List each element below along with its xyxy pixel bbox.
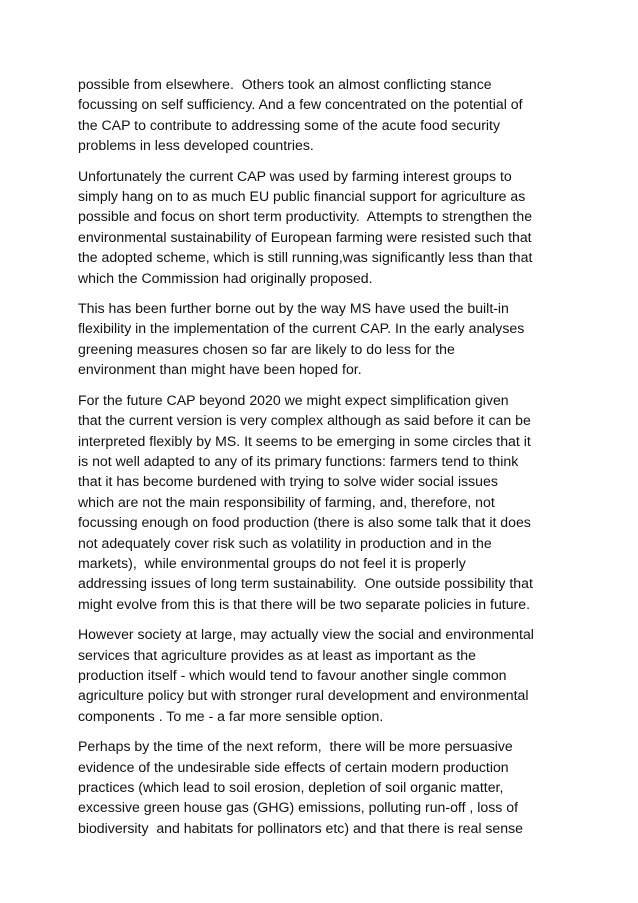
text-line: However society at large, may actually view the social and environmental [78, 626, 534, 643]
text-line: is not well adapted to any of its primary functions: farmers tend to think [78, 452, 519, 469]
text-line: components . To me - a far more sensible option. [78, 707, 384, 724]
text-line: For the future CAP beyond 2020 we might expect simplification given [78, 391, 509, 408]
text-line: that the current version is very complex although as said before it can be [78, 412, 531, 429]
text-line: which the Commission had originally proposed. [78, 269, 373, 286]
text-line: possible from elsewhere. Others took an almost conflicting stance [78, 76, 492, 92]
text-line: excessive green house gas (GHG) emissions, polluting run-off , loss of [78, 799, 518, 816]
text-line: focussing on self sufficiency. And a few concentrated on the potential of [78, 96, 523, 113]
text-line: Perhaps by the time of the next reform, there will be more persuasive [78, 738, 513, 755]
text-line: environmental sustainability of European farming were resisted such that [78, 228, 532, 245]
text-line: the CAP to contribute to addressing some of the acute food security [78, 116, 501, 133]
paragraph [78, 166, 572, 288]
text-line: agriculture policy but with stronger rural development and environmental [78, 687, 529, 704]
text-line: which are not the main responsibility of farming, and, therefore, not [78, 493, 495, 510]
paragraph [78, 736, 572, 838]
paragraph [78, 298, 572, 380]
text-line: focussing enough on food production (there is also some talk that it does [78, 514, 531, 531]
text-line: greening measures chosen so far are likely to do less for the [78, 340, 455, 357]
text-line: the adopted scheme, which is still running,was significantly less than that [78, 249, 533, 266]
text-line: possible and focus on short term productivity. Attempts to strengthen the [78, 208, 533, 225]
text-line: practices (which lead to soil erosion, depletion of soil organic matter, [78, 779, 504, 795]
text-line: flexibility in the implementation of the current CAP. In the early analyses [78, 320, 525, 337]
text-line: interpreted flexibly by MS. It seems to be emerging in some circles that it [78, 432, 531, 449]
text-line: might evolve from this is that there will be two separate policies in future. [78, 595, 530, 612]
text-line: production itself - which would tend to favour another single common [78, 666, 507, 683]
text-line: markets), while environmental groups do not feel it is properly [78, 554, 466, 571]
text-line: evidence of the undesirable side effects of certain modern production [78, 758, 509, 775]
paragraph [78, 390, 572, 614]
text-line: services that agriculture provides as at least as important as the [78, 646, 476, 663]
paragraph [78, 624, 572, 726]
text-line: problems in less developed countries. [78, 137, 314, 154]
paragraph [78, 74, 572, 156]
document-body [78, 74, 572, 848]
text-line: environment than might have been hoped for. [78, 361, 362, 378]
text-line: biodiversity and habitats for pollinators etc) and that there is real sense [78, 819, 523, 836]
text-line: addressing issues of long term sustainability. One outside possibility that [78, 575, 533, 592]
text-line: not adequately cover risk such as volatility in production and in the [78, 534, 492, 551]
text-line: simply hang on to as much EU public financial support for agriculture as [78, 188, 526, 205]
text-line: Unfortunately the current CAP was used by farming interest groups to [78, 167, 512, 184]
text-line: that it has become burdened with trying to solve wider social issues [78, 473, 498, 490]
text-line: This has been further borne out by the way MS have used the built-in [78, 300, 509, 317]
